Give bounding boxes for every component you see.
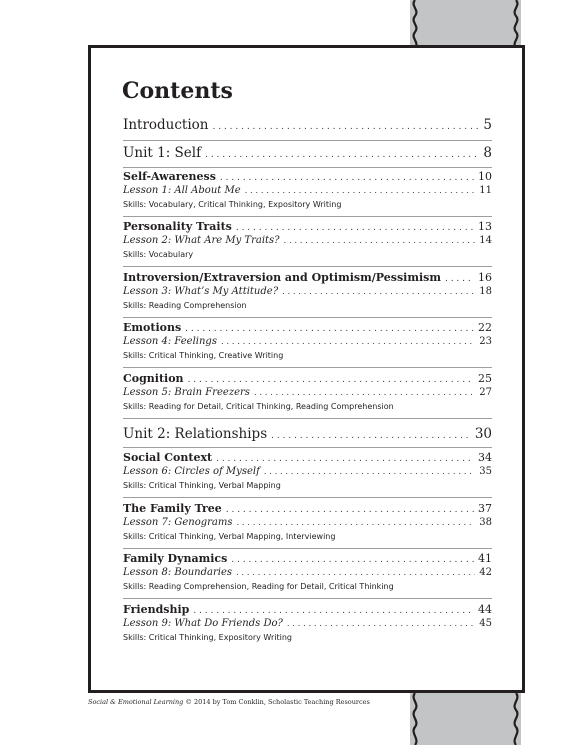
leader-dots	[213, 122, 480, 132]
leader-dots	[188, 375, 474, 385]
leader-dots	[264, 467, 475, 477]
toc-section-title[interactable]	[123, 552, 492, 565]
section-page: 44	[478, 603, 492, 616]
section-page: 13	[478, 220, 492, 233]
toc-lesson[interactable]	[123, 185, 492, 196]
lesson-page: 14	[479, 235, 492, 246]
section-label: Social Context	[123, 451, 213, 464]
skills-text: Skills: Critical Thinking, Expository Writing	[123, 633, 292, 642]
wave-border-icon	[410, 0, 420, 48]
toc-section-title[interactable]	[123, 170, 492, 183]
divider	[123, 497, 492, 498]
lesson-label: Lesson 9: What Do Friends Do?	[123, 618, 283, 629]
leader-dots	[193, 606, 474, 616]
leader-dots	[205, 150, 479, 160]
toc-lesson[interactable]	[123, 235, 492, 246]
toc-entry-unit-1[interactable]	[123, 145, 492, 161]
leader-dots	[236, 223, 474, 233]
divider	[123, 266, 492, 267]
toc-entry-unit-2[interactable]	[123, 426, 492, 442]
wave-border-icon	[511, 693, 521, 745]
skills-text: Skills: Vocabulary, Critical Thinking, Expository Writing	[123, 200, 342, 209]
lesson-page: 42	[479, 567, 492, 578]
toc-lesson[interactable]	[123, 466, 492, 477]
leader-dots	[287, 619, 475, 629]
leader-dots	[245, 186, 476, 196]
toc-lesson[interactable]	[123, 567, 492, 578]
lesson-label: Lesson 2: What Are My Traits?	[123, 235, 280, 246]
section-label: Emotions	[123, 321, 182, 334]
section-page: 37	[478, 502, 492, 515]
entry-page: 8	[483, 145, 492, 161]
leader-dots	[216, 454, 474, 464]
leader-dots	[445, 274, 474, 284]
copyright-text: © 2014 by Tom Conklin, Scholastic Teaching Resources	[183, 698, 370, 706]
divider	[123, 548, 492, 549]
leader-dots	[236, 568, 475, 578]
decorative-tab-top	[410, 0, 521, 48]
lesson-page: 38	[479, 517, 492, 528]
toc-lesson[interactable]	[123, 387, 492, 398]
leader-dots	[271, 431, 471, 441]
toc-section-title[interactable]	[123, 271, 492, 284]
lesson-label: Lesson 3: What’s My Attitude?	[123, 286, 279, 297]
leader-dots	[221, 337, 475, 347]
page-frame	[88, 45, 525, 693]
leader-dots	[226, 505, 474, 515]
lesson-page: 27	[479, 387, 492, 398]
lesson-label: Lesson 1: All About Me	[123, 185, 241, 196]
skills-text: Skills: Reading for Detail, Critical Thinking, Reading Comprehension	[123, 402, 394, 411]
page-title: Contents	[122, 78, 233, 104]
toc-section-title[interactable]	[123, 372, 492, 385]
section-label: Introversion/Extraversion and Optimism/Pessimism	[123, 271, 441, 284]
entry-label: Unit 1: Self	[123, 145, 202, 161]
leader-dots	[254, 388, 475, 398]
leader-dots	[185, 324, 474, 334]
lesson-label: Lesson 8: Boundaries	[123, 567, 233, 578]
leader-dots	[220, 173, 474, 183]
section-page: 25	[478, 372, 492, 385]
skills-text: Skills: Reading Comprehension	[123, 301, 247, 310]
toc-lesson[interactable]	[123, 286, 492, 297]
section-label: The Family Tree	[123, 502, 222, 515]
lesson-label: Lesson 6: Circles of Myself	[123, 466, 260, 477]
skills-text: Skills: Reading Comprehension, Reading for Detail, Critical Thinking	[123, 582, 394, 591]
skills-text: Skills: Vocabulary	[123, 250, 194, 259]
entry-label: Unit 2: Relationships	[123, 426, 268, 442]
book-title: Social & Emotional Learning	[88, 698, 184, 706]
divider	[123, 140, 492, 141]
divider	[123, 598, 492, 599]
leader-dots	[237, 518, 476, 528]
toc-entry-introduction[interactable]	[123, 117, 492, 133]
entry-label: Introduction	[123, 117, 209, 133]
toc-section-title[interactable]	[123, 451, 492, 464]
entry-page: 30	[474, 426, 492, 442]
lesson-page: 11	[479, 185, 492, 196]
lesson-label: Lesson 4: Feelings	[123, 336, 217, 347]
section-page: 16	[478, 271, 492, 284]
toc-lesson[interactable]	[123, 618, 492, 629]
toc-section-title[interactable]	[123, 502, 492, 515]
lesson-page: 18	[479, 286, 492, 297]
toc-lesson[interactable]	[123, 336, 492, 347]
divider	[123, 367, 492, 368]
divider	[123, 447, 492, 448]
divider	[123, 418, 492, 419]
section-label: Family Dynamics	[123, 552, 228, 565]
section-label: Personality Traits	[123, 220, 232, 233]
lesson-label: Lesson 7: Genograms	[123, 517, 233, 528]
lesson-page: 45	[479, 618, 492, 629]
leader-dots	[284, 236, 476, 246]
leader-dots	[231, 555, 474, 565]
section-page: 10	[478, 170, 492, 183]
leader-dots	[282, 287, 475, 297]
entry-page: 5	[483, 117, 492, 133]
wave-border-icon	[511, 0, 521, 48]
section-page: 41	[478, 552, 492, 565]
wave-border-icon	[410, 693, 420, 745]
lesson-page: 35	[479, 466, 492, 477]
divider	[123, 216, 492, 217]
divider	[123, 317, 492, 318]
decorative-tab-bottom	[410, 693, 521, 745]
section-label: Self-Awareness	[123, 170, 216, 183]
lesson-page: 23	[479, 336, 492, 347]
section-page: 34	[478, 451, 492, 464]
section-label: Cognition	[123, 372, 184, 385]
skills-text: Skills: Critical Thinking, Verbal Mapping, Interviewing	[123, 532, 336, 541]
section-page: 22	[478, 321, 492, 334]
lesson-label: Lesson 5: Brain Freezers	[123, 387, 250, 398]
toc-section-title[interactable]	[123, 220, 492, 233]
divider	[123, 167, 492, 168]
section-label: Friendship	[123, 603, 190, 616]
toc-section-title[interactable]	[123, 321, 492, 334]
skills-text: Skills: Critical Thinking, Verbal Mapping	[123, 481, 281, 490]
skills-text: Skills: Critical Thinking, Creative Writing	[123, 351, 284, 360]
toc-lesson[interactable]	[123, 517, 492, 528]
page-footer	[88, 698, 370, 706]
toc-section-title[interactable]	[123, 603, 492, 616]
